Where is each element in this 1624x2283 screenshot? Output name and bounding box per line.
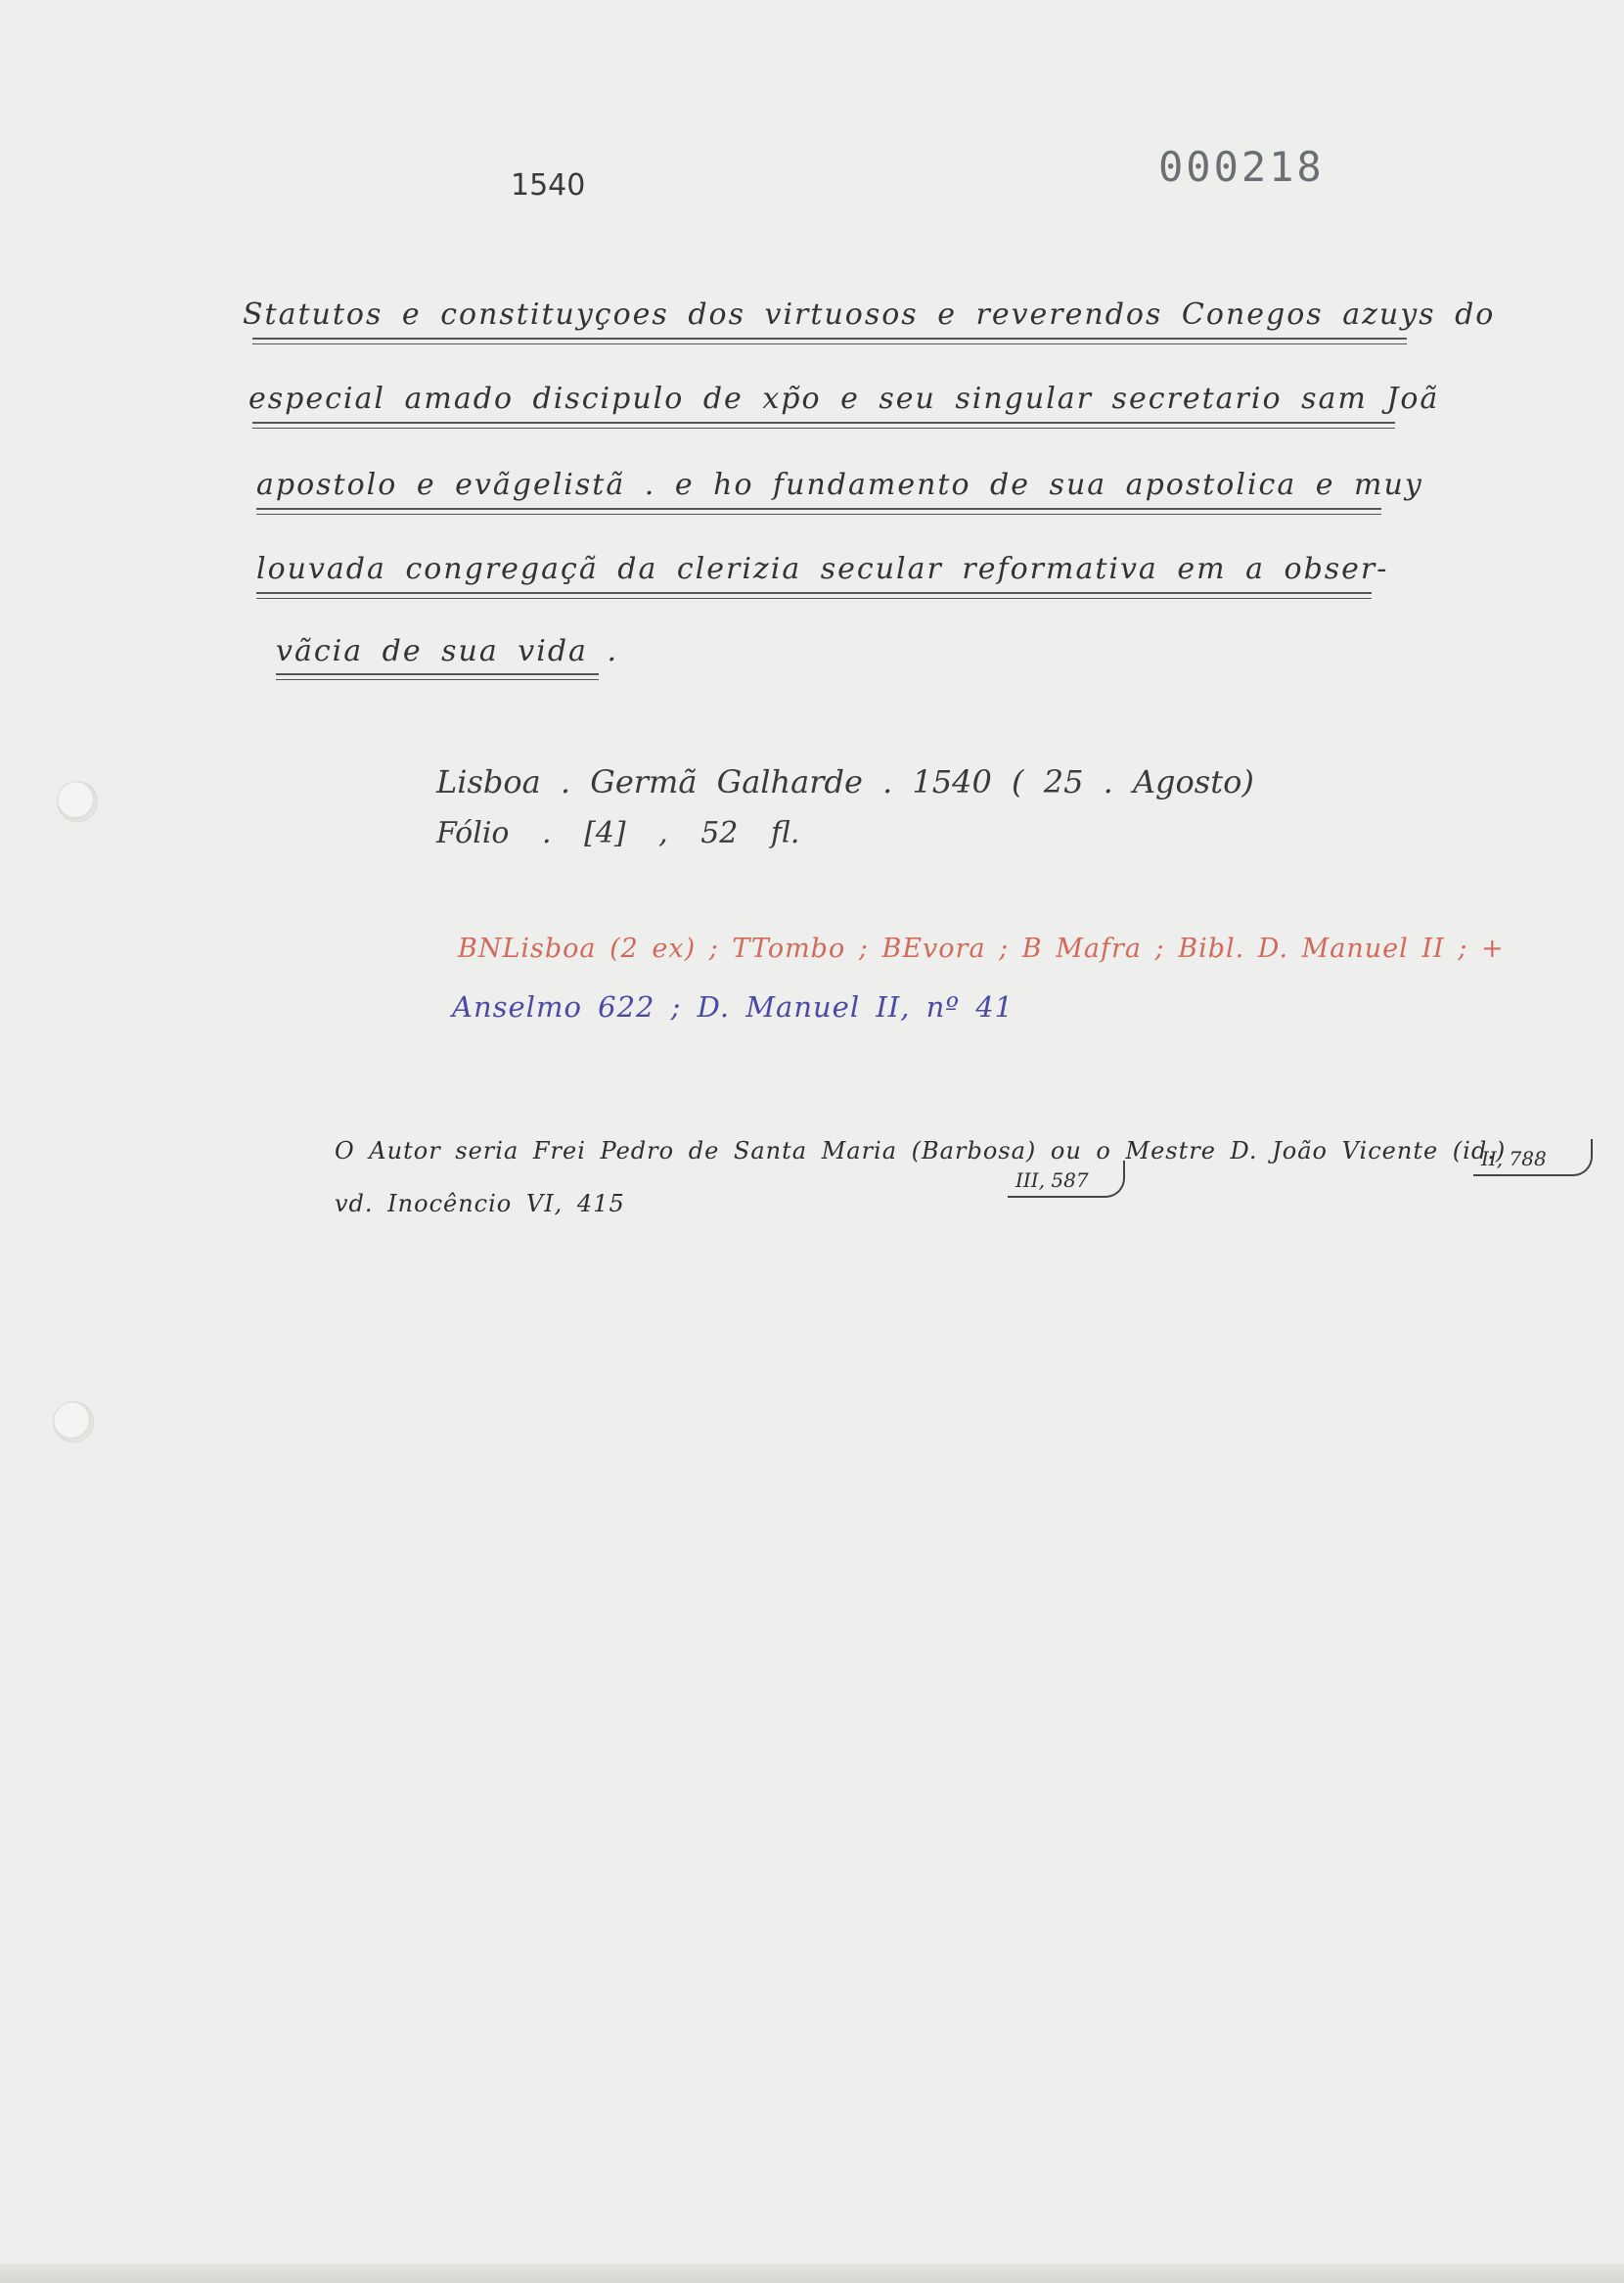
reference-id: II, 788 bbox=[1481, 1147, 1547, 1170]
punch-hole bbox=[57, 781, 98, 822]
title-underline bbox=[252, 338, 1407, 340]
title-line-1: Statutos e constituyçoes dos virtuosos e reverendos Conegos azuys do bbox=[243, 297, 1496, 332]
title-underline bbox=[252, 428, 1395, 429]
title-line-4: louvada congregaçã da clerizia secular reformativa em a obser- bbox=[256, 552, 1389, 586]
page-edge bbox=[0, 2263, 1624, 2283]
title-line-5: vãcia de sua vida . bbox=[276, 634, 618, 668]
title-underline bbox=[256, 514, 1381, 515]
authorship-note: O Autor seria Frei Pedro de Santa Maria (Barbosa) ou o Mestre D. João Vicente (id.) bbox=[335, 1137, 1507, 1164]
punch-hole bbox=[53, 1401, 94, 1442]
reference-barbosa: III, 587 bbox=[1015, 1168, 1089, 1192]
title-line-2: especial amado discipulo de xp̃o e seu singular secretario sam Joã bbox=[248, 382, 1440, 416]
holdings-red: BNLisboa (2 ex) ; TTombo ; BEvora ; B Mafra ; Bibl. D. Manuel II ; + bbox=[458, 934, 1505, 964]
title-line-3: apostolo e evãgelistã . e ho fundamento de sua apostolica e muy bbox=[256, 468, 1423, 502]
holdings-blue: Anselmo 622 ; D. Manuel II, nº 41 bbox=[452, 990, 1015, 1024]
title-underline bbox=[276, 679, 599, 680]
title-underline bbox=[256, 598, 1372, 599]
title-underline bbox=[256, 508, 1381, 510]
format-collation: Fólio . [4] , 52 fl. bbox=[436, 816, 800, 850]
year-heading: 1540 bbox=[511, 168, 586, 203]
reference-note: vd. Inocêncio VI, 415 bbox=[335, 1190, 625, 1217]
title-underline bbox=[276, 673, 599, 675]
title-underline bbox=[252, 343, 1407, 344]
title-underline bbox=[252, 422, 1395, 424]
title-underline bbox=[256, 592, 1372, 594]
stamp-number: 000218 bbox=[1158, 143, 1325, 191]
imprint: Lisboa . Germã Galharde . 1540 ( 25 . Agosto) bbox=[436, 763, 1254, 800]
